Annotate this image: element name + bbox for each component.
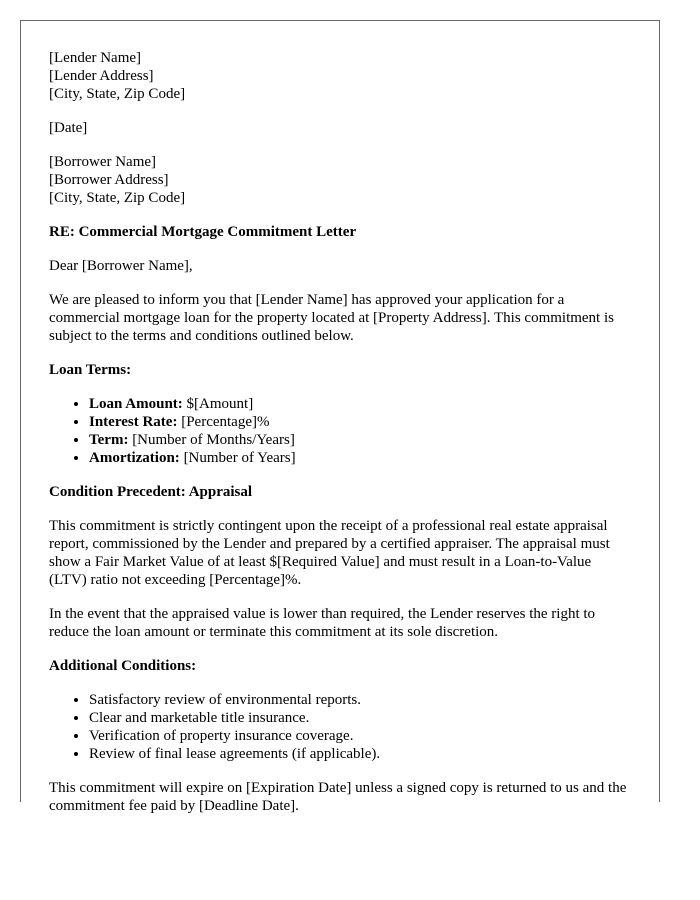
additional-conditions-list (49, 691, 631, 763)
lender-city-state-zip: [City, State, Zip Code] (49, 86, 186, 102)
commitment-letter (20, 20, 660, 814)
condition-item: • Review of final lease agreements (if applicable). (89, 745, 631, 763)
letter-subject: RE: Commercial Mortgage Commitment Letter (49, 224, 357, 240)
lender-address: [Lender Address] (49, 68, 154, 84)
loan-term-value: [Number of Months/Years] (128, 432, 295, 448)
loan-term-label: Term: (89, 432, 129, 448)
loan-term-value: [Percentage]% (177, 414, 270, 430)
borrower-address-block (49, 153, 631, 207)
lender-name: [Lender Name] (49, 50, 142, 66)
condition-item: • Verification of property insurance coverage. (89, 727, 631, 745)
condition-item: • Satisfactory review of environmental reports. (89, 691, 631, 709)
loan-terms-heading: Loan Terms: (49, 362, 132, 378)
appraisal-paragraph: This commitment is strictly contingent upon the receipt of a professional real estate appraisal report, commissioned by the Lender and prepared by a certified appraiser. The appraisal must show a Fair Market Value of at least $[Required Value] and must result in a Loan-to-Value (LTV) ratio not exceeding [Percentage]%. (49, 518, 610, 588)
loan-term-value: $[Amount] (182, 396, 254, 412)
loan-term-value: [Number of Years] (179, 450, 296, 466)
salutation: Dear [Borrower Name], (49, 258, 193, 274)
condition-item: • Clear and marketable title insurance. (89, 709, 631, 727)
additional-conditions-heading: Additional Conditions: (49, 658, 197, 674)
borrower-city-state-zip: [City, State, Zip Code] (49, 190, 186, 206)
appraisal-shortfall-paragraph: In the event that the appraised value is lower than required, the Lender reserves the right to reduce the loan amount or terminate this commitment at its sole discretion. (49, 606, 596, 640)
loan-term-label: Loan Amount: (89, 396, 183, 412)
lender-address-block (49, 49, 631, 103)
loan-term-item (89, 413, 631, 431)
loan-term-label: Amortization: (89, 450, 180, 466)
loan-term-item (89, 449, 631, 467)
loan-term-item (89, 431, 631, 449)
intro-paragraph: We are pleased to inform you that [Lender Name] has approved your application for a commercial mortgage loan for the property located at [Property Address]. This commitment is subject to the terms and conditions outlined below. (49, 292, 614, 344)
borrower-name: [Borrower Name] (49, 154, 157, 170)
appraisal-heading: Condition Precedent: Appraisal (49, 484, 253, 500)
loan-terms-list (49, 395, 631, 467)
letter-date: [Date] (49, 120, 88, 136)
loan-term-item (89, 395, 631, 413)
closing-paragraph: This commitment will expire on [Expiration Date] unless a signed copy is returned to us and the commitment fee paid by [Deadline Date]. (49, 780, 627, 814)
borrower-address: [Borrower Address] (49, 172, 169, 188)
loan-term-label: Interest Rate: (89, 414, 178, 430)
